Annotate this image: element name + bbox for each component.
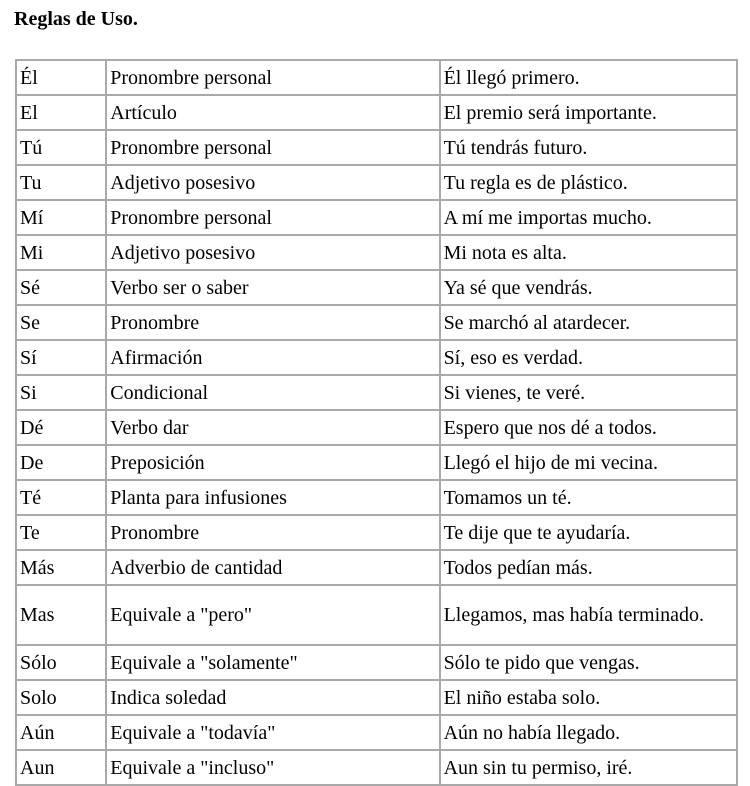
usage-cell: Equivale a "todavía" <box>106 715 439 750</box>
word-cell: Él <box>16 60 106 95</box>
example-cell: A mí me importas mucho. <box>440 200 737 235</box>
word-cell: Te <box>16 515 106 550</box>
word-cell: Sólo <box>16 645 106 680</box>
table-row <box>16 680 737 715</box>
example-cell: Él llegó primero. <box>440 60 737 95</box>
example-cell: Sí, eso es verdad. <box>440 340 737 375</box>
usage-cell: Adjetivo posesivo <box>106 235 439 270</box>
example-cell: Tomamos un té. <box>440 480 737 515</box>
word-cell: Solo <box>16 680 106 715</box>
word-cell: Se <box>16 305 106 340</box>
word-cell: Té <box>16 480 106 515</box>
example-cell: El premio será importante. <box>440 95 737 130</box>
table-row <box>16 95 737 130</box>
table-row <box>16 445 737 480</box>
example-cell: Te dije que te ayudaría. <box>440 515 737 550</box>
usage-cell: Pronombre personal <box>106 130 439 165</box>
word-cell: Sé <box>16 270 106 305</box>
word-cell: Mi <box>16 235 106 270</box>
table-row <box>16 165 737 200</box>
table-row <box>16 130 737 165</box>
example-cell: Ya sé que vendrás. <box>440 270 737 305</box>
rules-table-body <box>16 60 737 785</box>
example-cell: Mi nota es alta. <box>440 235 737 270</box>
usage-cell: Equivale a "pero" <box>106 585 439 645</box>
table-row <box>16 235 737 270</box>
usage-cell: Equivale a "incluso" <box>106 750 439 785</box>
example-cell: Llegó el hijo de mi vecina. <box>440 445 737 480</box>
usage-cell: Preposición <box>106 445 439 480</box>
word-cell: Sí <box>16 340 106 375</box>
rules-table <box>15 59 738 786</box>
table-row <box>16 200 737 235</box>
example-cell: Tú tendrás futuro. <box>440 130 737 165</box>
usage-cell: Adverbio de cantidad <box>106 550 439 585</box>
example-cell: Todos pedían más. <box>440 550 737 585</box>
table-row <box>16 480 737 515</box>
usage-cell: Afirmación <box>106 340 439 375</box>
usage-cell: Planta para infusiones <box>106 480 439 515</box>
table-row <box>16 715 737 750</box>
table-row <box>16 515 737 550</box>
table-row <box>16 585 737 645</box>
example-cell: Si vienes, te veré. <box>440 375 737 410</box>
table-row <box>16 375 737 410</box>
usage-cell: Adjetivo posesivo <box>106 165 439 200</box>
word-cell: El <box>16 95 106 130</box>
word-cell: Tu <box>16 165 106 200</box>
usage-cell: Equivale a "solamente" <box>106 645 439 680</box>
example-cell: Tu regla es de plástico. <box>440 165 737 200</box>
table-row <box>16 305 737 340</box>
example-cell: Llegamos, mas había terminado. <box>440 585 737 645</box>
usage-cell: Pronombre <box>106 515 439 550</box>
word-cell: Mas <box>16 585 106 645</box>
usage-cell: Verbo ser o saber <box>106 270 439 305</box>
table-row <box>16 340 737 375</box>
word-cell: Tú <box>16 130 106 165</box>
table-row <box>16 60 737 95</box>
table-row <box>16 550 737 585</box>
usage-cell: Artículo <box>106 95 439 130</box>
table-row <box>16 270 737 305</box>
example-cell: Se marchó al atardecer. <box>440 305 737 340</box>
table-row <box>16 410 737 445</box>
word-cell: De <box>16 445 106 480</box>
usage-cell: Pronombre personal <box>106 200 439 235</box>
word-cell: Dé <box>16 410 106 445</box>
example-cell: Sólo te pido que vengas. <box>440 645 737 680</box>
word-cell: Aún <box>16 715 106 750</box>
example-cell: El niño estaba solo. <box>440 680 737 715</box>
word-cell: Más <box>16 550 106 585</box>
word-cell: Si <box>16 375 106 410</box>
word-cell: Aun <box>16 750 106 785</box>
table-row <box>16 645 737 680</box>
example-cell: Espero que nos dé a todos. <box>440 410 737 445</box>
page-title: Reglas de Uso. <box>14 8 138 30</box>
table-row <box>16 750 737 785</box>
word-cell: Mí <box>16 200 106 235</box>
usage-cell: Pronombre personal <box>106 60 439 95</box>
example-cell: Aun sin tu permiso, iré. <box>440 750 737 785</box>
usage-cell: Pronombre <box>106 305 439 340</box>
usage-cell: Verbo dar <box>106 410 439 445</box>
usage-cell: Indica soledad <box>106 680 439 715</box>
example-cell: Aún no había llegado. <box>440 715 737 750</box>
usage-cell: Condicional <box>106 375 439 410</box>
